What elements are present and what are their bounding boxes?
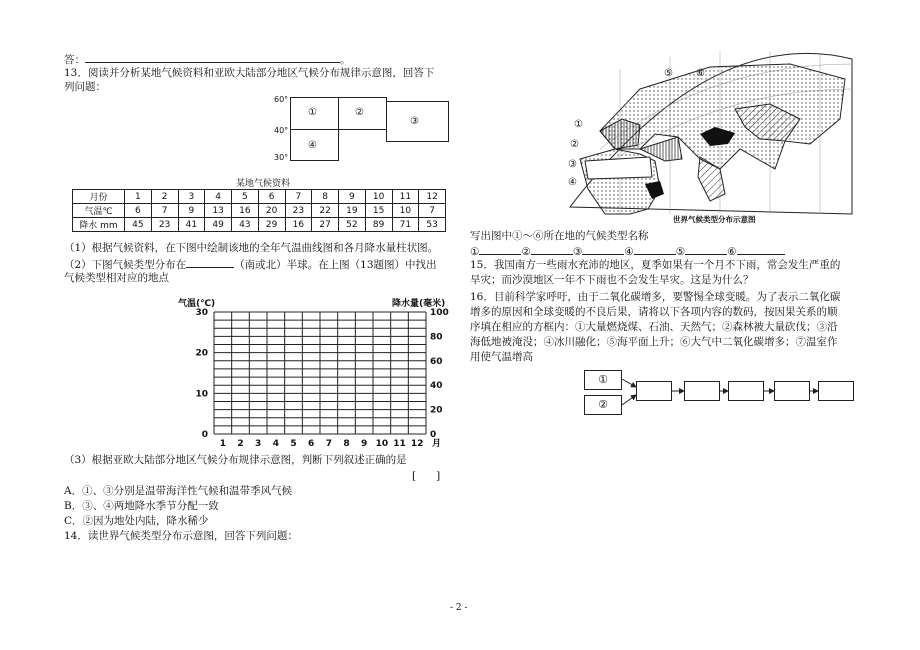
climate-blank-6[interactable]: [737, 243, 785, 255]
climate-blank-5[interactable]: [685, 243, 727, 255]
table-title: 某地气候资料: [236, 179, 291, 189]
q16-line1: 16．目前科学家呼吁，由于二氧化碳增多，要警惕全球变暖。为了表示二氧化碳: [470, 291, 841, 303]
flow-box-cause-1: ①: [584, 370, 622, 390]
left-tick-label: 20: [195, 348, 208, 359]
x-unit-label: 月: [432, 439, 442, 449]
map-marker-3: ①: [574, 119, 583, 130]
region-3: ③: [410, 116, 419, 127]
option-a[interactable]: A．①、③分别是温带海洋性气候和温带季风气候: [64, 485, 293, 497]
answer-bracket[interactable]: [ ]: [412, 470, 441, 482]
month-tick-label: 5: [290, 439, 297, 449]
q14-blanks: ① ② ③ ④ ⑤ ⑥: [470, 243, 785, 259]
climate-table: [72, 189, 446, 232]
q14-write: 写出图中①～⑥所在地的气候类型名称: [470, 230, 649, 242]
answer-blank[interactable]: [85, 51, 340, 63]
q16-line2: 增多的原因和全球变暖的不良后果，请将以下各项内容的数码，按因果关系的顺: [470, 306, 838, 318]
q13-line1: 13．阅读并分析某地气候资料和亚欧大陆部分地区气候分布规律示意图，回答下: [64, 67, 435, 79]
table-row: 月份 1 2 3 4 5 6 7 8 9 10 11 12: [73, 190, 446, 204]
region-1: ①: [308, 107, 317, 118]
q13-line2: 列问题：: [64, 81, 106, 93]
hemisphere-blank[interactable]: [186, 256, 234, 268]
left-tick-label: 10: [195, 389, 208, 400]
map-marker-4: ②: [570, 139, 579, 150]
flow-blank-box-3[interactable]: [728, 381, 764, 401]
chart-ylabel-right: 降水量(毫米): [392, 299, 446, 309]
right-tick-label: 60: [430, 356, 443, 367]
month-tick-label: 9: [361, 439, 368, 449]
q16-line5: 用使气温增高: [470, 351, 533, 363]
flow-blank-box-4[interactable]: [774, 381, 810, 401]
month-tick-label: 6: [308, 439, 315, 449]
table-row: 降水 mm 45 23 41 49 43 29 16 27 52 89 71 53: [73, 218, 446, 232]
climate-blank-1[interactable]: [479, 243, 521, 255]
right-tick-label: 80: [430, 332, 443, 343]
map-marker-6: ④: [568, 177, 577, 188]
climate-blank-4[interactable]: [634, 243, 676, 255]
lat-label-40: 40°: [274, 126, 289, 135]
table-row: 气温℃ 6 7 9 13 16 20 23 22 19 15 10 7: [73, 204, 446, 218]
map-marker-5: ③: [568, 159, 577, 170]
lat-label-60: 60°: [274, 95, 289, 104]
month-tick-label: 12: [410, 439, 424, 449]
page-number: - 2 -: [450, 603, 468, 613]
lat-label-30: 30°: [274, 153, 289, 162]
q16-line4: 海低地被淹没；④冰川融化；⑤海平面上升；⑥大气中二氧化碳增多；⑦温室作: [470, 336, 838, 348]
month-tick-label: 2: [237, 439, 244, 449]
climate-blank-3[interactable]: [582, 243, 624, 255]
chart-ylabel-left: 气温(℃): [178, 299, 216, 309]
q16-line3: 序填在相应的方框内：①大量燃烧煤、石油、天然气；②森林被大量砍伐；③沿: [470, 321, 838, 333]
q13-part2: （2）下图气候类型分布在 （南或北）半球。在上图（13题图）中找出: [64, 256, 437, 272]
right-tick-label: 0: [430, 430, 437, 440]
flow-blank-box-1[interactable]: [636, 381, 672, 401]
left-tick-label: 0: [201, 430, 208, 440]
q13-part2-line2: 气候类型相对应的地点: [64, 272, 169, 284]
q15-line2: 旱灾；而沙漠地区一年不下雨也不会发生旱灾。这是为什么？: [470, 274, 754, 286]
map-marker-1: ⑤: [664, 68, 673, 79]
climate-grid[interactable]: [180, 304, 450, 449]
option-b[interactable]: B．③、④两地降水季节分配一致: [64, 500, 219, 512]
option-c[interactable]: C．②因为地处内陆，降水稀少: [64, 515, 209, 527]
q15-line1: 15．我国南方一些雨水充沛的地区，夏季如果有一个月不下雨，常会发生严重的: [470, 259, 841, 271]
map-marker-2: ⑥: [696, 68, 705, 79]
flow-blank-box-2[interactable]: [684, 381, 720, 401]
world-climate-map: [560, 49, 860, 229]
answer-line: 答： 。: [64, 51, 351, 67]
month-tick-label: 3: [255, 439, 262, 449]
right-tick-label: 20: [430, 405, 443, 416]
month-tick-label: 1: [219, 439, 226, 449]
region-2: ②: [355, 107, 364, 118]
month-tick-label: 10: [375, 439, 389, 449]
region-4: ④: [308, 140, 317, 151]
flow-box-cause-2: ②: [584, 395, 622, 415]
right-tick-label: 40: [430, 381, 443, 392]
month-tick-label: 11: [393, 439, 406, 449]
q13-part3: （3）根据亚欧大陆部分地区气候分布规律示意图，判断下列叙述正确的是: [64, 454, 407, 466]
flow-blank-box-5[interactable]: [818, 381, 854, 401]
climate-blank-2[interactable]: [531, 243, 573, 255]
map-caption: 世界气候类型分布示意图: [673, 215, 756, 224]
month-tick-label: 7: [325, 439, 332, 449]
month-tick-label: 4: [272, 439, 279, 449]
left-tick-label: 30: [195, 308, 208, 318]
right-tick-label: 100: [430, 308, 449, 318]
month-tick-label: 8: [343, 439, 350, 449]
q14-prompt: 14．读世界气候类型分布示意图，回答下列问题：: [64, 530, 298, 542]
q13-part1: （1）根据气候资料，在下图中绘制该地的全年气温曲线图和各月降水量柱状图。: [64, 242, 439, 254]
